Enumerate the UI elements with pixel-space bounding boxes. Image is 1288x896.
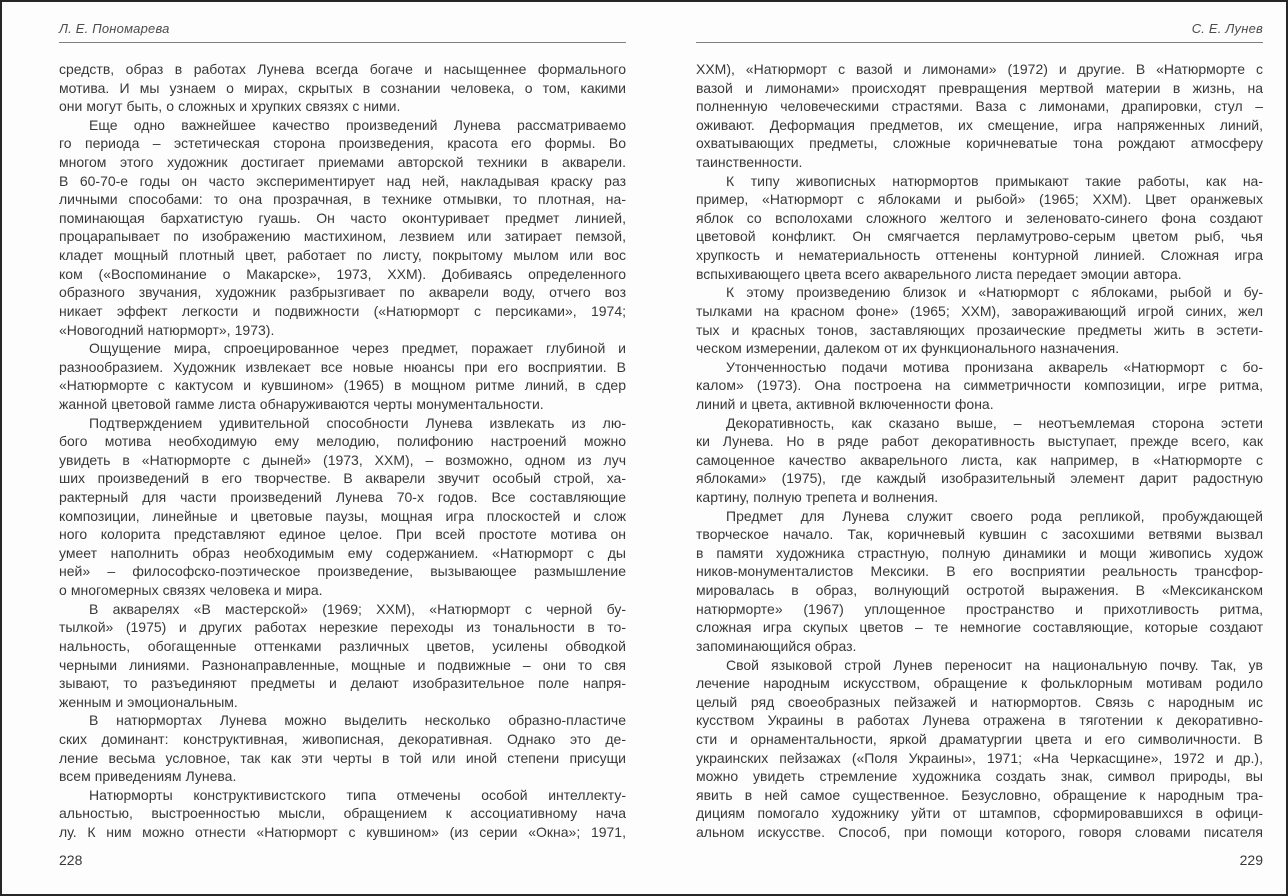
- text-line: яблоками» (1975), где каждый изобразительный элемент дарит радостную: [696, 470, 1263, 487]
- text-line: альностью, выстроенностью мысли, обращением к ассоциативному нача: [59, 805, 626, 822]
- running-header-left: [59, 2, 626, 43]
- text-line: тылками на красном фоне» (1965; ХХМ), завораживающий игрой синих, жел: [696, 302, 1263, 319]
- text-line: таинственности.: [696, 154, 803, 171]
- text-line: умеет наполнить образ необходимым ему содержанием. «Натюрморт с ды: [59, 544, 626, 561]
- text-line: Еще одно важнейшее качество произведений Лунева рассматриваемо: [89, 116, 626, 133]
- text-line: альном искусстве. Способ, при помощи которого, говоря словами писателя: [696, 823, 1263, 840]
- text-line: «Натюрморте с кактусом и кувшином» (1965) в мощном ритме линий, в сдер: [59, 377, 626, 394]
- text-line: кладет мощный плотный цвет, работает по листу, покрытому мылом или вос: [59, 247, 626, 264]
- text-line: сти и орнаментальности, яркой драматургии цвета и его символичности. В: [696, 730, 1263, 747]
- text-line: ческом измерении, далеком от их функционального назначения.: [696, 340, 1120, 357]
- text-line: женным и эмоциональным.: [59, 693, 238, 710]
- text-line: можно увидеть стремление художника создать знак, символ природы, вы: [696, 768, 1263, 785]
- text-line: Утонченностью подачи мотива пронизана акварель «Натюрморт с бо-: [726, 358, 1263, 375]
- text-line: средств, образ в работах Лунева всегда богаче и насыщеннее формального: [59, 61, 626, 77]
- text-line: полненную человеческими страстями. Ваза с лимонами, драпировки, стул –: [696, 98, 1263, 115]
- text-line: черными линиями. Разнонаправленные, мощные и подвижные – они то свя: [59, 656, 626, 673]
- text-line: украинских пейзажах («Поля Украины», 1971; «На Черкасщине», 1972 и др.),: [696, 749, 1263, 766]
- text-line: они могут быть, о сложных и хрупких связях с ними.: [59, 98, 401, 115]
- text-line: ших произведений в его творчестве. В акварели звучит особый строй, ха-: [59, 470, 626, 487]
- text-line: Подтверждением удивительной способности Лунева извлекать из лю-: [89, 414, 626, 431]
- text-line: никает эффект легкости и подвижности («Натюрморт с персиками», 1974;: [59, 302, 626, 319]
- text-line: оживают. Деформация предметов, их смещение, игра напряженных линий,: [696, 116, 1263, 133]
- text-line: Натюрморты конструктивистского типа отмечены особой интеллекту-: [89, 786, 626, 803]
- text-line: в памяти художника страстную, полную динамики и мощи живопись худож: [696, 544, 1263, 561]
- text-line: разнообразием. Художник извлекает все новые нюансы при его восприятии. В: [59, 358, 626, 375]
- page-number-left: 228: [59, 852, 83, 868]
- text-line: запоминающийся образ.: [696, 637, 857, 654]
- text-line: многом этого художник достигает приемами авторской техники в акварели.: [59, 154, 626, 171]
- text-line: зывают, то разъединяют предметы и делают изобразительное поле напря-: [59, 675, 626, 692]
- text-line: мотива. И мы узнаем о мирах, скрытых в сознании человека, о том, какими: [59, 79, 626, 96]
- text-line: тых и красных тонов, заставляющих прозаические предметы жить в эстети-: [696, 321, 1263, 338]
- text-line: го периода – эстетическая сторона произведения, красота его формы. Во: [59, 135, 626, 152]
- text-line: композиции, линейные и цветовые паузы, мощная игра плоскостей и слож: [59, 507, 626, 524]
- text-line: рактерный для части произведений Лунева 70-х годов. Все составляющие: [59, 489, 626, 506]
- text-line: В 60-70-е годы он часто экспериментирует над ней, накладывая краску раз: [59, 172, 626, 189]
- text-line: охватывающих предметы, сложные коричневатые тона рождают атмосферу: [696, 135, 1263, 152]
- text-line: кусством Украины в работах Лунева отражена в тяготении к декоративно-: [696, 712, 1263, 729]
- text-line: лу. К ним можно отнести «Натюрморт с кувшином» (из серии «Окна»; 1971,: [59, 823, 626, 840]
- text-line: всем приведениям Лунева.: [59, 768, 237, 785]
- text-line: поминающая бархатистую гуашь. Он часто оконтуривает предмет линией,: [59, 209, 626, 226]
- text-line: ки Лунева. Но в ряде работ декоративность выступает, прежде всего, как: [696, 433, 1263, 450]
- text-line: натюрморте» (1967) уплощенное пространство и прихотливость ритма,: [696, 600, 1263, 617]
- text-line: вазой и лимонами» происходят превращения мертвой материи в жизнь, на: [696, 79, 1263, 96]
- text-line: Свой языковой строй Лунев переносит на национальную почву. Так, ув: [726, 656, 1263, 673]
- text-line: мировалась в образ, волнующий остротой выражения. В «Мексиканском: [696, 582, 1263, 599]
- text-line: В акварелях «В мастерской» (1969; ХХМ), «Натюрморт с черной бу-: [89, 600, 626, 617]
- author-name: Л. Е. Пономарева: [59, 21, 170, 36]
- text-line: цветовой конфликт. Он смягчается перламутрово-серым цветом рыб, чья: [696, 228, 1263, 245]
- text-line: Декоративность, как сказано выше, – неотъемлемая сторона эстети: [726, 414, 1263, 431]
- text-line: увидеть в «Натюрморте с дыней» (1973, ХХМ), – возможно, одном из луч: [59, 451, 626, 468]
- text-line: нальность, обогащенные оттенками различных цветов, усилены обводкой: [59, 637, 626, 654]
- text-line: о многомерных связях человека и мира.: [59, 582, 323, 599]
- text-line: ком («Воспоминание о Макарске», 1973, ХХМ). Добиваясь определенного: [59, 265, 626, 282]
- text-line: личными способами: то она прозрачная, в технике отмывки, то плотная, на-: [59, 191, 626, 208]
- text-line: бого мотива необходимую ему мелодию, полифонию настроений можно: [59, 433, 626, 450]
- text-line: пример, «Натюрморт с яблоками и рыбой» (1965; ХХМ). Цвет оранжевых: [696, 191, 1263, 208]
- artist-name: С. Е. Лунев: [1191, 21, 1263, 36]
- text-line: образного звучания, художник разбрызгивает по акварели воду, отчего воз: [59, 284, 626, 301]
- text-line: лечение народным искусством, обращение к фольклорным мотивам родило: [696, 675, 1263, 692]
- page-left: [59, 2, 626, 894]
- text-line: вспыхивающего цвета всего акварельного листа передает эмоции автора.: [696, 265, 1182, 282]
- text-line: яблок со всполохами сложного желтого и зеленовато-синего фона создают: [696, 209, 1263, 226]
- text-line: ного колорита представляют единое целое. При всей простоте мотива он: [59, 526, 626, 543]
- text-line: ских доминант: конструктивная, живописная, декоративная. Однако это де-: [59, 730, 626, 747]
- text-line: явить в ней самое существенное. Безусловно, обращение к народным тра-: [696, 786, 1263, 803]
- text-line: целый ряд своеобразных пейзажей и натюрмортов. Связь с народным ис: [696, 693, 1263, 710]
- text-line: картину, полную трепета и волнения.: [696, 489, 939, 506]
- text-line: «Новогодний натюрморт», 1973).: [59, 321, 275, 338]
- text-line: дициям помогало художнику уйти от штампов, сформировавшихся в офици-: [696, 805, 1263, 822]
- text-line: Ощущение мира, спроецированное через предмет, поражает глубиной и: [89, 340, 626, 357]
- page-right: [696, 2, 1263, 894]
- text-line: К этому произведению близок и «Натюрморт с яблоками, рыбой и бу-: [726, 284, 1263, 301]
- text-line: ней» – философско-поэтическое произведение, вызывающее размышление: [59, 563, 626, 580]
- text-line: ХХМ), «Натюрморт с вазой и лимонами» (1972) и другие. В «Натюрморте с: [696, 61, 1263, 77]
- text-line: жанной цветовой гамме листа обнаруживаются черты монументальности.: [59, 395, 544, 412]
- text-line: самоценное качество акварельного листа, как например, в «Натюрморте с: [696, 451, 1263, 468]
- text-line: хрупкость и нематериальность оттенены контурной линией. Сложная игра: [696, 247, 1263, 264]
- text-column-left: [59, 60, 626, 842]
- text-line: сложная игра скупых цветов – те немногие составляющие, которые создают: [696, 619, 1263, 636]
- text-column-right: [696, 60, 1263, 842]
- text-line: процарапывает по изображению мастихином, лезвием или затирает пемзой,: [59, 228, 626, 245]
- text-line: Предмет для Лунева служит своего рода репликой, пробуждающей: [726, 507, 1263, 524]
- text-line: ление весьма условное, так как эти черты в той или иной степени присущи: [59, 749, 626, 766]
- text-line: тылкой» (1975) и других работах нерезкие переходы из тональности в то-: [59, 619, 626, 636]
- running-header-right: [696, 2, 1263, 43]
- text-line: линий и цвета, активной включенности фона.: [696, 395, 994, 412]
- text-line: ников-монументалистов Мексики. В его восприятии реальность трансфор-: [696, 563, 1263, 580]
- text-line: В натюрмортах Лунева можно выделить несколько образно-пластиче: [89, 712, 626, 729]
- text-line: калом» (1973). Она построена на симметричности композиции, игре ритма,: [696, 377, 1263, 394]
- text-line: творческое начало. Так, коричневый кувшин с засохшими ветвями вызвал: [696, 526, 1263, 543]
- page-number-right: 229: [1239, 852, 1263, 868]
- text-line: К типу живописных натюрмортов примыкают такие работы, как на-: [726, 172, 1263, 189]
